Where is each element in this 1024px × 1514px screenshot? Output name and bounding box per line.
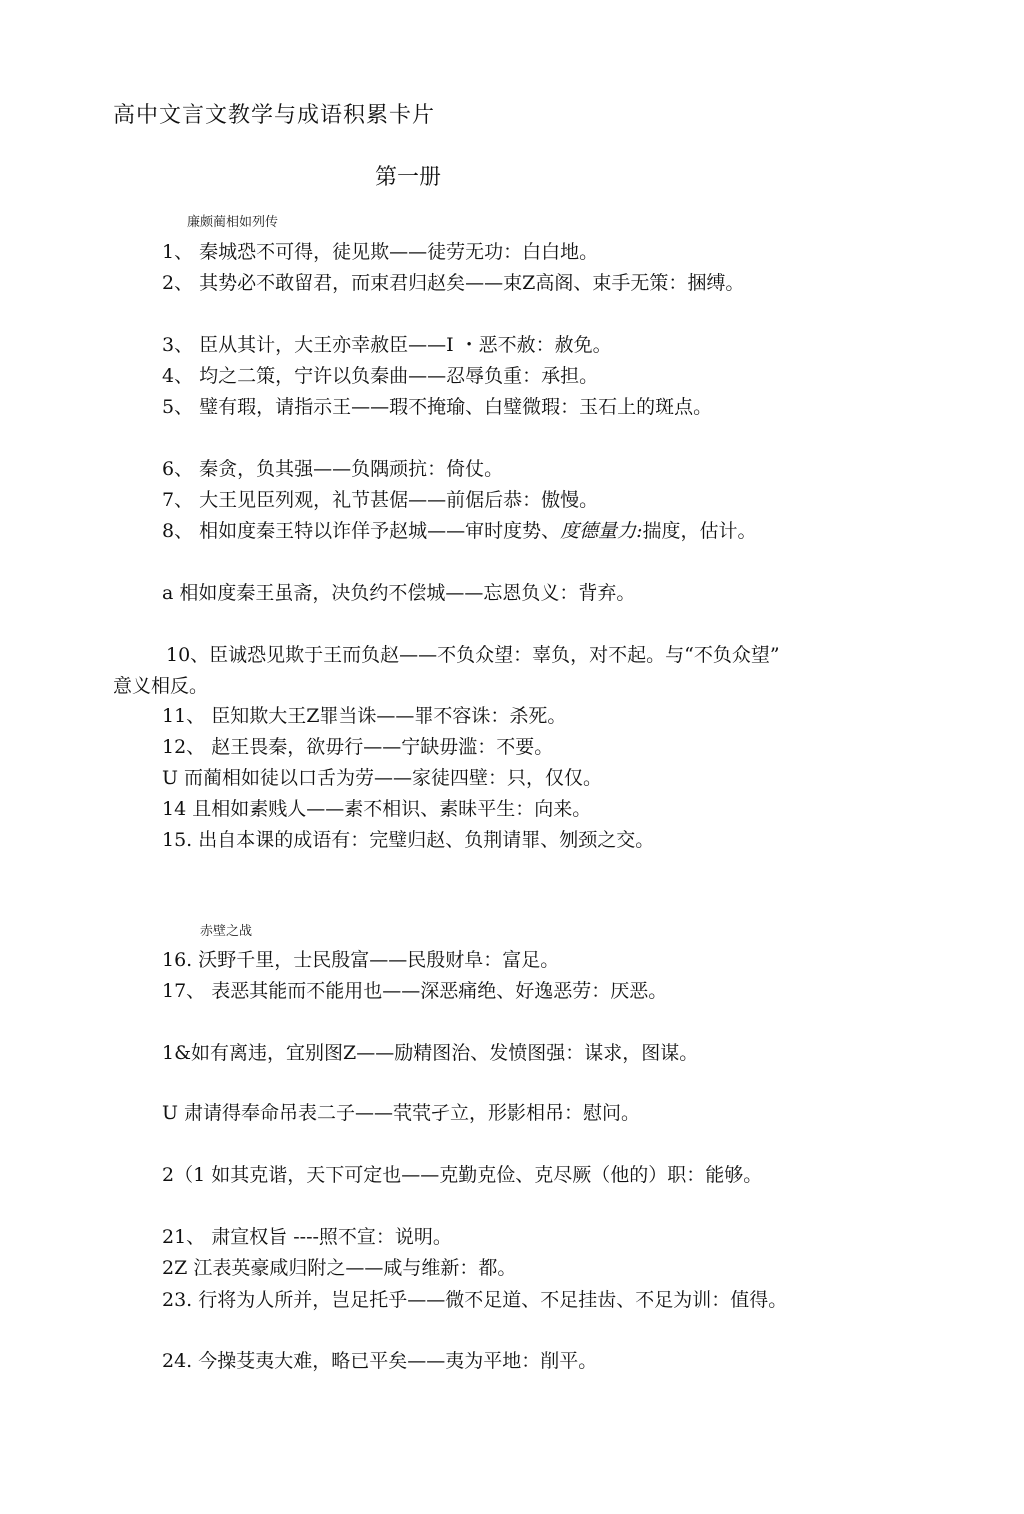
entry-10: 10、臣诚恐见欺于王而负赵——不负众望：辜负，对不起。与“不负众望”: [166, 644, 780, 666]
entry-17: 17、 表恶其能而不能用也——深恶痛绝、好逸恶劳：厌恶。: [162, 980, 668, 1002]
entry-22: 2Z 江表英豪咸归附之——咸与维新：都。: [162, 1257, 517, 1279]
entry-16: 16. 沃野千里，士民殷富——民殷财阜：富足。: [162, 949, 560, 971]
volume-heading: 第一册: [375, 165, 442, 190]
entry-9: a 相如度秦王虽斋，决负约不偿城——忘恩负义：背弃。: [162, 582, 636, 604]
entry-14: 14 且相如素贱人——素不相识、素昧平生：向来。: [162, 798, 592, 820]
entry-23: 23. 行将为人所并，岂足托乎——微不足道、不足挂齿、不足为训：值得。: [162, 1289, 788, 1311]
entry-13: U 而蔺相如徒以口舌为劳——家徒四壁：只，仅仅。: [162, 767, 603, 789]
entry-8-text-c: 揣度，估计。: [642, 520, 757, 542]
document-title: 高中文言文教学与成语积累卡片: [113, 103, 436, 128]
entry-1: 1、 秦城恐不可得，徒见欺——徒劳无功：白白地。: [162, 241, 599, 263]
entry-12: 12、 赵王畏秦，欲毋行——宁缺毋滥：不要。: [162, 736, 554, 758]
entry-18: 1&如有离违，宜别图Z——励精图治、发愤图强：谋求，图谋。: [162, 1042, 699, 1064]
entry-5: 5、 璧有瑕，请指示王——瑕不掩瑜、白璧微瑕：玉石上的斑点。: [162, 396, 713, 418]
entry-15: 15. 出自本课的成语有：完璧归赵、负荆请罪、刎颈之交。: [162, 829, 655, 851]
entry-10-continued: 意义相反。: [113, 675, 209, 697]
entry-2: 2、 其势必不敢留君，而束君归赵矣——束Z高阁、束手无策：捆缚。: [162, 272, 745, 294]
entry-21: 21、 肃宣权旨 ----照不宣：说明。: [162, 1226, 452, 1248]
entry-8-text-a: 8、 相如度秦王特以诈佯予赵城——审时度势、: [162, 520, 561, 542]
entry-20: 2（1 如其克谐，天下可定也——克勤克俭、克尽厥（他的）职：能够。: [162, 1164, 763, 1186]
entry-8: [162, 519, 757, 543]
entry-3: 3、 臣从其计，大王亦幸赦臣——I ・恶不赦：赦免。: [162, 334, 612, 356]
entry-11: 11、 臣知欺大王Z罪当诛——罪不容诛：杀死。: [162, 705, 567, 727]
entry-4: 4、 均之二策，宁许以负秦曲——忍辱负重：承担。: [162, 365, 599, 387]
lesson-heading-chibi: 赤壁之战: [200, 924, 253, 939]
entry-24: 24. 今操芟夷大难，略已平矣——夷为平地：削平。: [162, 1350, 598, 1372]
lesson-heading-lianpo: 廉颇蔺相如列传: [187, 215, 279, 230]
entry-8-text-italic: 度德量力:: [560, 520, 643, 542]
entry-7: 7、 大王见臣列观，礼节甚倨——前倨后恭：傲慢。: [162, 489, 599, 511]
entry-6: 6、 秦贪，负其强——负隅顽抗：倚仗。: [162, 458, 504, 480]
entry-19: U 肃请得奉命吊表二子——茕茕孑立，形影相吊：慰问。: [162, 1102, 641, 1124]
